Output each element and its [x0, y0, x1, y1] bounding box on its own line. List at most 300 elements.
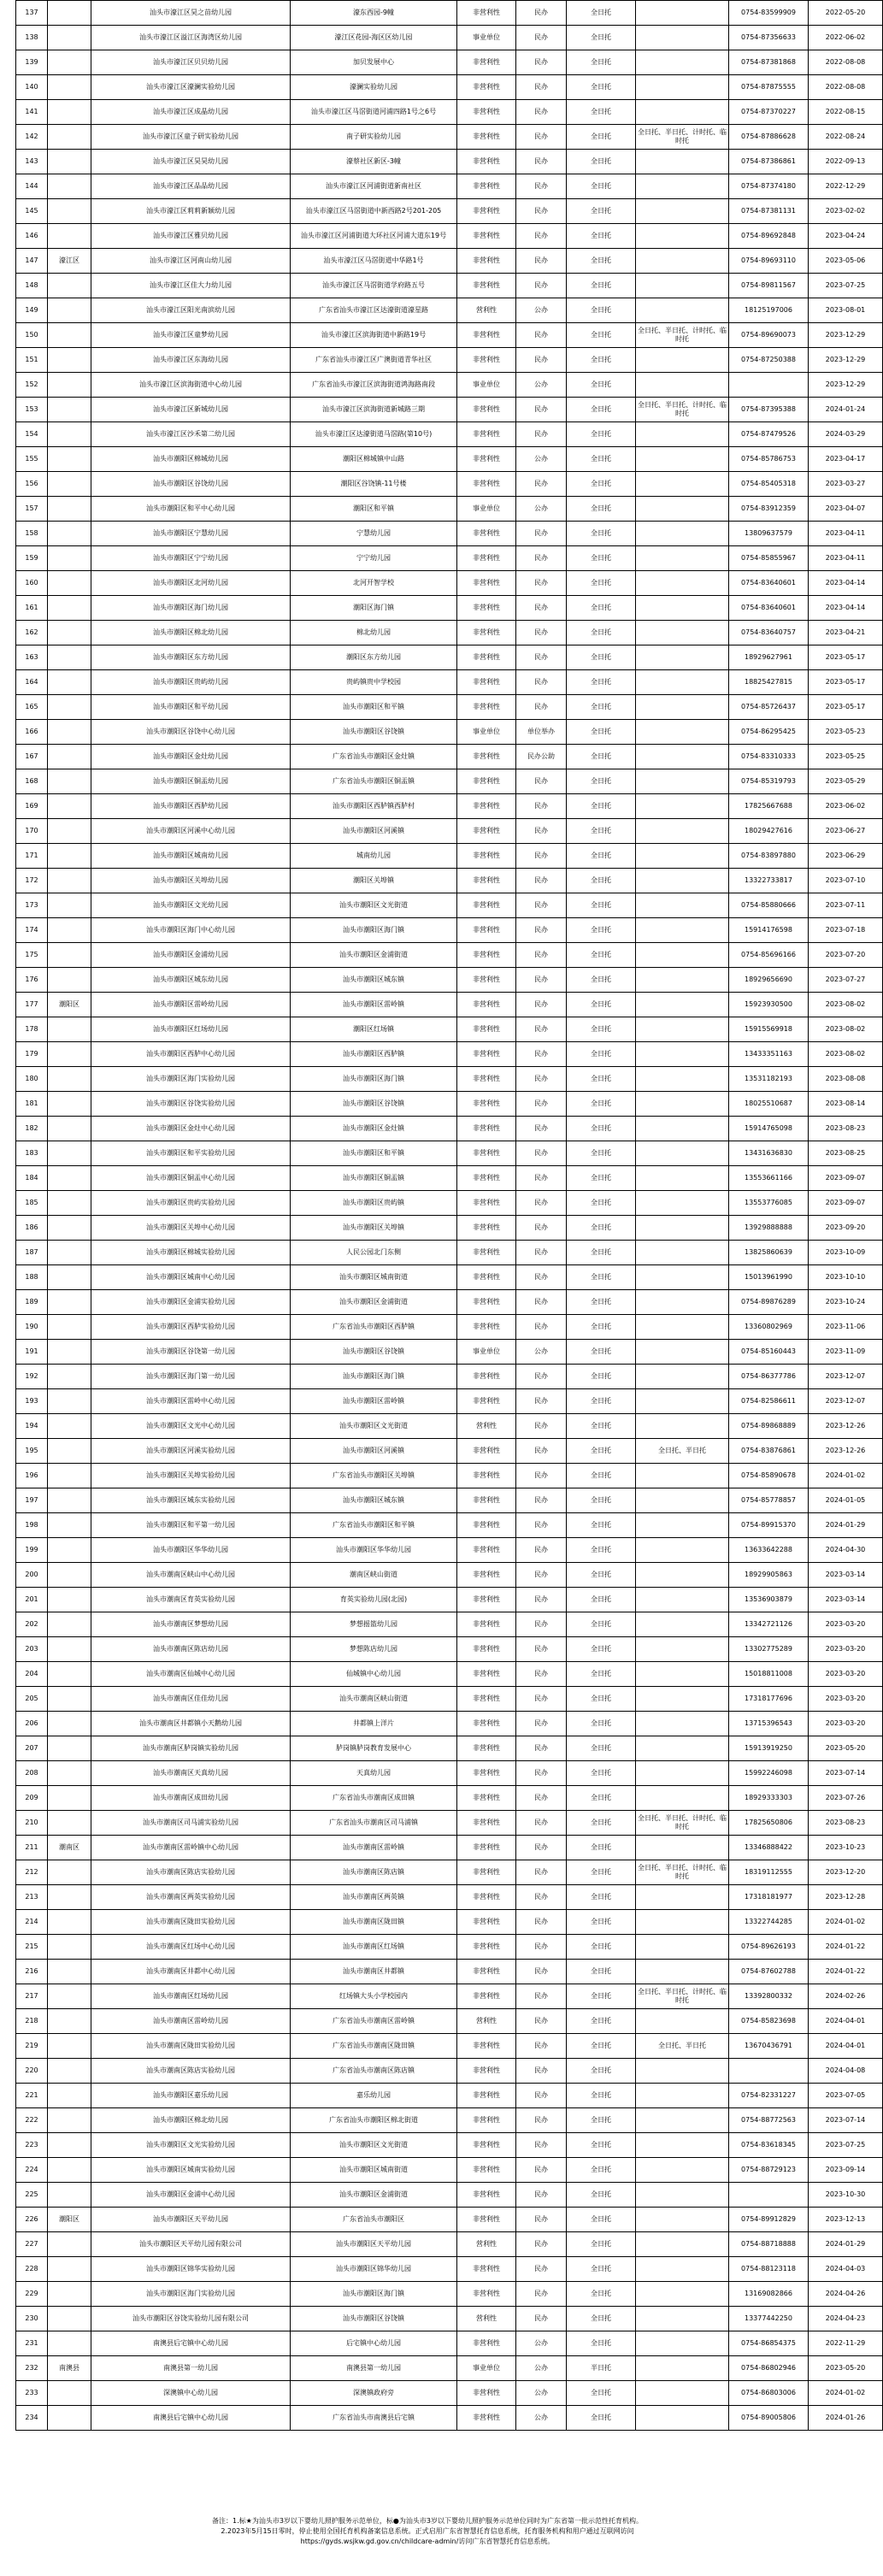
- care-mode-cell: [636, 1265, 729, 1290]
- address-cell: 汕头市潮阳区谷饶镇: [291, 1340, 457, 1365]
- record-date-cell: 2023-03-27: [809, 472, 883, 497]
- address-cell: 加贝发展中心: [291, 50, 457, 75]
- institution-name-cell: 汕头市潮阳区海门第一幼儿园: [91, 1365, 291, 1389]
- service-type-cell: 全日托: [567, 2034, 636, 2059]
- row-number-cell: 153: [16, 398, 48, 422]
- institution-name-cell: 汕头市潮阳区西胪实验幼儿园: [91, 1315, 291, 1340]
- record-date-cell: 2024-01-02: [809, 1910, 883, 1935]
- table-row: [16, 522, 883, 546]
- district-cell: [48, 323, 91, 348]
- table-row: [16, 1736, 883, 1761]
- org-type-cell: 民办: [516, 1885, 567, 1910]
- org-type-cell: 民办: [516, 1414, 567, 1439]
- address-cell: 汕头市潮阳区金灶镇: [291, 1117, 457, 1141]
- service-type-cell: 全日托: [567, 298, 636, 323]
- phone-cell: 0754-87395388: [729, 398, 809, 422]
- institution-name-cell: 汕头市濠江区童子研实验幼儿园: [91, 125, 291, 150]
- row-number-cell: 198: [16, 1513, 48, 1538]
- district-cell: [48, 1216, 91, 1241]
- district-cell: [48, 224, 91, 249]
- institution-name-cell: 汕头市潮阳区西胪中心幼儿园: [91, 1042, 291, 1067]
- phone-cell: 15013961990: [729, 1265, 809, 1290]
- address-cell: 汕头市潮南区峡山街道: [291, 1687, 457, 1712]
- record-date-cell: 2023-08-08: [809, 1067, 883, 1092]
- institution-name-cell: 汕头市潮阳区西胪幼儿园: [91, 794, 291, 819]
- district-cell: [48, 150, 91, 174]
- row-number-cell: 152: [16, 373, 48, 398]
- org-type-cell: 民办: [516, 968, 567, 993]
- nature-cell: 非营利性: [457, 323, 516, 348]
- address-cell: 汕头市潮南区陇田镇: [291, 1910, 457, 1935]
- institution-name-cell: 汕头市潮阳区海门实验幼儿园: [91, 2282, 291, 2307]
- district-cell: [48, 1191, 91, 1216]
- care-mode-cell: [636, 1736, 729, 1761]
- table-row: [16, 1464, 883, 1488]
- record-date-cell: 2023-12-26: [809, 1414, 883, 1439]
- institution-name-cell: 汕头市潮阳区谷饶第一幼儿园: [91, 1340, 291, 1365]
- table-row: [16, 2108, 883, 2133]
- service-type-cell: 全日托: [567, 670, 636, 695]
- service-type-cell: 全日托: [567, 918, 636, 943]
- institution-name-cell: 汕头市潮阳区金灶幼儿园: [91, 745, 291, 769]
- district-cell: [48, 670, 91, 695]
- care-mode-cell: [636, 968, 729, 993]
- phone-cell: 0754-86377786: [729, 1365, 809, 1389]
- service-type-cell: 全日托: [567, 893, 636, 918]
- row-number-cell: 215: [16, 1935, 48, 1960]
- address-cell: 宁慧幼儿园: [291, 522, 457, 546]
- row-number-cell: 176: [16, 968, 48, 993]
- care-mode-cell: [636, 1910, 729, 1935]
- address-cell: 濠蔡社区新区-3幢: [291, 150, 457, 174]
- institution-name-cell: 汕头市潮南区陈店实验幼儿园: [91, 1860, 291, 1885]
- district-cell: [48, 100, 91, 125]
- institution-name-cell: 汕头市潮阳区嘉乐幼儿园: [91, 2084, 291, 2108]
- institution-name-cell: 汕头市潮南区成田幼儿园: [91, 1786, 291, 1811]
- institution-name-cell: 汕头市潮南区红场幼儿园: [91, 1984, 291, 2009]
- district-cell: [48, 522, 91, 546]
- phone-cell: [729, 2183, 809, 2208]
- care-mode-cell: [636, 75, 729, 100]
- district-cell: [48, 1786, 91, 1811]
- institution-name-cell: 汕头市濠江区昊之苗幼儿园: [91, 1, 291, 26]
- phone-cell: 0754-85823698: [729, 2009, 809, 2034]
- org-type-cell: 民办: [516, 1067, 567, 1092]
- phone-cell: 13433351163: [729, 1042, 809, 1067]
- address-cell: 汕头市濠江区滨海街道中新路19号: [291, 323, 457, 348]
- service-type-cell: 全日托: [567, 1042, 636, 1067]
- service-type-cell: 全日托: [567, 1910, 636, 1935]
- district-cell: [48, 2034, 91, 2059]
- row-number-cell: 197: [16, 1488, 48, 1513]
- care-mode-cell: 全日托、半日托: [636, 1439, 729, 1464]
- org-type-cell: 民办: [516, 2257, 567, 2282]
- district-cell: [48, 2108, 91, 2133]
- care-mode-cell: [636, 224, 729, 249]
- address-cell: 嘉乐幼儿园: [291, 2084, 457, 2108]
- record-date-cell: 2023-07-05: [809, 2084, 883, 2108]
- record-date-cell: 2023-08-02: [809, 1042, 883, 1067]
- row-number-cell: 181: [16, 1092, 48, 1117]
- nature-cell: 非营利性: [457, 348, 516, 373]
- record-date-cell: 2023-03-20: [809, 1662, 883, 1687]
- nature-cell: 非营利性: [457, 1736, 516, 1761]
- nature-cell: 非营利性: [457, 249, 516, 274]
- district-cell: [48, 1141, 91, 1166]
- address-cell: 潮阳区红场镇: [291, 1017, 457, 1042]
- care-mode-cell: [636, 2009, 729, 2034]
- nature-cell: 非营利性: [457, 1538, 516, 1563]
- institution-name-cell: 汕头市潮阳区谷饶中心幼儿园: [91, 720, 291, 745]
- district-cell: [48, 844, 91, 869]
- table-row: [16, 546, 883, 571]
- care-mode-cell: [636, 1241, 729, 1265]
- phone-cell: 13431636830: [729, 1141, 809, 1166]
- org-type-cell: 民办: [516, 472, 567, 497]
- nature-cell: 非营利性: [457, 993, 516, 1017]
- row-number-cell: 173: [16, 893, 48, 918]
- nature-cell: 非营利性: [457, 571, 516, 596]
- care-mode-cell: [636, 819, 729, 844]
- table-row: [16, 819, 883, 844]
- phone-cell: 0754-89876289: [729, 1290, 809, 1315]
- record-date-cell: 2024-04-30: [809, 1538, 883, 1563]
- row-number-cell: 199: [16, 1538, 48, 1563]
- address-cell: 广东省汕头市潮南区陈店镇: [291, 2059, 457, 2084]
- address-cell: 棉北幼儿园: [291, 621, 457, 645]
- org-type-cell: 民办: [516, 1017, 567, 1042]
- record-date-cell: 2023-07-11: [809, 893, 883, 918]
- record-date-cell: 2024-04-03: [809, 2257, 883, 2282]
- phone-cell: 0754-85880666: [729, 893, 809, 918]
- table-row: [16, 596, 883, 621]
- phone-cell: 0754-83912359: [729, 497, 809, 522]
- row-number-cell: 170: [16, 819, 48, 844]
- care-mode-cell: [636, 298, 729, 323]
- institution-name-cell: 汕头市潮南区仙城中心幼儿园: [91, 1662, 291, 1687]
- care-mode-cell: [636, 695, 729, 720]
- row-number-cell: 212: [16, 1860, 48, 1885]
- phone-cell: 0754-89690073: [729, 323, 809, 348]
- table-row: [16, 2009, 883, 2034]
- institution-name-cell: 汕头市濠江区成晶幼儿园: [91, 100, 291, 125]
- institution-name-cell: 汕头市潮阳区河溪实验幼儿园: [91, 1439, 291, 1464]
- institution-name-cell: 汕头市潮阳区和平第一幼儿园: [91, 1513, 291, 1538]
- row-number-cell: 225: [16, 2183, 48, 2208]
- institution-name-cell: 汕头市潮阳区东方幼儿园: [91, 645, 291, 670]
- table-row: [16, 174, 883, 199]
- service-type-cell: 全日托: [567, 1340, 636, 1365]
- care-mode-cell: [636, 1786, 729, 1811]
- service-type-cell: 全日托: [567, 75, 636, 100]
- address-cell: 汕头市潮阳区锦华幼儿园: [291, 2257, 457, 2282]
- phone-cell: 13342721126: [729, 1612, 809, 1637]
- care-mode-cell: [636, 1, 729, 26]
- phone-cell: 0754-87374180: [729, 174, 809, 199]
- row-number-cell: 155: [16, 447, 48, 472]
- table-row: [16, 1935, 883, 1960]
- org-type-cell: 民办: [516, 571, 567, 596]
- district-cell: [48, 596, 91, 621]
- org-type-cell: 民办: [516, 869, 567, 893]
- institution-name-cell: 汕头市潮南区司马浦实验幼儿园: [91, 1811, 291, 1836]
- row-number-cell: 149: [16, 298, 48, 323]
- service-type-cell: 全日托: [567, 1216, 636, 1241]
- record-date-cell: 2023-08-23: [809, 1117, 883, 1141]
- institution-name-cell: 汕头市濠江区莉莉新颖幼儿园: [91, 199, 291, 224]
- care-mode-cell: [636, 174, 729, 199]
- service-type-cell: 全日托: [567, 745, 636, 769]
- nature-cell: 非营利性: [457, 819, 516, 844]
- table-row: [16, 1563, 883, 1588]
- service-type-cell: 全日托: [567, 1488, 636, 1513]
- record-date-cell: 2024-04-08: [809, 2059, 883, 2084]
- service-type-cell: 全日托: [567, 1761, 636, 1786]
- phone-cell: 0754-87381868: [729, 50, 809, 75]
- district-cell: [48, 2084, 91, 2108]
- org-type-cell: 民办: [516, 1290, 567, 1315]
- care-mode-cell: [636, 2331, 729, 2356]
- record-date-cell: 2024-04-23: [809, 2307, 883, 2331]
- institution-name-cell: 汕头市潮阳区关埠中心幼儿园: [91, 1216, 291, 1241]
- record-date-cell: 2023-03-14: [809, 1563, 883, 1588]
- care-mode-cell: [636, 596, 729, 621]
- service-type-cell: 全日托: [567, 571, 636, 596]
- address-cell: 濠东西园-9幢: [291, 1, 457, 26]
- nature-cell: 非营利性: [457, 2257, 516, 2282]
- address-cell: 汕头市潮阳区文光街道: [291, 1414, 457, 1439]
- table-row: [16, 1365, 883, 1389]
- record-date-cell: 2023-08-25: [809, 1141, 883, 1166]
- nature-cell: 非营利性: [457, 1439, 516, 1464]
- record-date-cell: 2022-12-29: [809, 174, 883, 199]
- institution-name-cell: 汕头市潮阳区河溪中心幼儿园: [91, 819, 291, 844]
- record-date-cell: 2023-05-20: [809, 2356, 883, 2381]
- phone-cell: 15992246098: [729, 1761, 809, 1786]
- address-cell: 广东省汕头市南澳县后宅镇: [291, 2406, 457, 2431]
- record-date-cell: 2023-10-09: [809, 1241, 883, 1265]
- row-number-cell: 177: [16, 993, 48, 1017]
- row-number-cell: 164: [16, 670, 48, 695]
- institution-name-cell: 汕头市潮阳区金浦实验幼儿园: [91, 1290, 291, 1315]
- service-type-cell: 全日托: [567, 1860, 636, 1885]
- org-type-cell: 民办: [516, 2183, 567, 2208]
- row-number-cell: 226: [16, 2208, 48, 2232]
- row-number-cell: 183: [16, 1141, 48, 1166]
- row-number-cell: 188: [16, 1265, 48, 1290]
- address-cell: 潮阳区海门镇: [291, 596, 457, 621]
- care-mode-cell: [636, 1588, 729, 1612]
- district-cell: [48, 546, 91, 571]
- row-number-cell: 206: [16, 1712, 48, 1736]
- org-type-cell: 公办: [516, 2381, 567, 2406]
- nature-cell: 事业单位: [457, 26, 516, 50]
- phone-cell: 0754-89811567: [729, 274, 809, 298]
- record-date-cell: 2023-12-20: [809, 1860, 883, 1885]
- service-type-cell: 全日托: [567, 1811, 636, 1836]
- org-type-cell: 民办: [516, 1117, 567, 1141]
- service-type-cell: 全日托: [567, 2133, 636, 2158]
- nature-cell: 非营利性: [457, 968, 516, 993]
- address-cell: 汕头市濠江区马滘街道河浦四路1号之6号: [291, 100, 457, 125]
- care-mode-cell: 全日托、半日托、计时托、临时托: [636, 398, 729, 422]
- address-cell: 深澳镇政府旁: [291, 2381, 457, 2406]
- org-type-cell: 民办: [516, 2232, 567, 2257]
- phone-cell: 13825860639: [729, 1241, 809, 1265]
- phone-cell: 0754-86802946: [729, 2356, 809, 2381]
- org-type-cell: 民办: [516, 2307, 567, 2331]
- service-type-cell: 全日托: [567, 1885, 636, 1910]
- service-type-cell: 全日托: [567, 1786, 636, 1811]
- phone-cell: 0754-89912829: [729, 2208, 809, 2232]
- institution-name-cell: 汕头市濠江区佳大力幼儿园: [91, 274, 291, 298]
- org-type-cell: 民办: [516, 224, 567, 249]
- district-cell: [48, 1860, 91, 1885]
- nature-cell: 营利性: [457, 2232, 516, 2257]
- district-cell: 潮阳区: [48, 2208, 91, 2232]
- nature-cell: 非营利性: [457, 1042, 516, 1067]
- address-cell: 汕头市潮阳区西胪镇: [291, 1042, 457, 1067]
- service-type-cell: 全日托: [567, 1984, 636, 2009]
- institution-name-cell: 汕头市潮阳区海门幼儿园: [91, 596, 291, 621]
- table-row: [16, 1761, 883, 1786]
- district-cell: [48, 2406, 91, 2431]
- table-row: [16, 1885, 883, 1910]
- address-cell: 潮阳区谷饶镇-11号楼: [291, 472, 457, 497]
- institution-name-cell: 汕头市濠江区雅贝幼儿园: [91, 224, 291, 249]
- table-row: [16, 918, 883, 943]
- service-type-cell: 全日托: [567, 1191, 636, 1216]
- care-mode-cell: [636, 2356, 729, 2381]
- org-type-cell: 民办: [516, 1712, 567, 1736]
- row-number-cell: 216: [16, 1960, 48, 1984]
- org-type-cell: 民办: [516, 1563, 567, 1588]
- nature-cell: 营利性: [457, 2009, 516, 2034]
- org-type-cell: 民办: [516, 943, 567, 968]
- care-mode-cell: [636, 571, 729, 596]
- care-mode-cell: [636, 1340, 729, 1365]
- phone-cell: 18929905863: [729, 1563, 809, 1588]
- nature-cell: 事业单位: [457, 497, 516, 522]
- address-cell: 汕头市潮阳区关埠镇: [291, 1216, 457, 1241]
- phone-cell: 0754-86803006: [729, 2381, 809, 2406]
- institution-name-cell: 汕头市潮阳区金浦幼儿园: [91, 943, 291, 968]
- address-cell: 广东省汕头市濠江区达濠街道濠星路: [291, 298, 457, 323]
- row-number-cell: 217: [16, 1984, 48, 2009]
- care-mode-cell: [636, 1117, 729, 1141]
- record-date-cell: 2024-01-24: [809, 398, 883, 422]
- institution-name-cell: 汕头市潮南区陇田实验幼儿园: [91, 1910, 291, 1935]
- care-mode-cell: 全日托、半日托、计时托、临时托: [636, 1984, 729, 2009]
- nature-cell: 非营利性: [457, 100, 516, 125]
- record-date-cell: 2022-08-08: [809, 75, 883, 100]
- care-mode-cell: [636, 1836, 729, 1860]
- institution-name-cell: 汕头市潮阳区和平中心幼儿园: [91, 497, 291, 522]
- org-type-cell: 民办: [516, 1464, 567, 1488]
- address-cell: 汕头市潮南区陈店镇: [291, 1860, 457, 1885]
- service-type-cell: 全日托: [567, 2084, 636, 2108]
- table-row: [16, 769, 883, 794]
- nature-cell: 非营利性: [457, 596, 516, 621]
- row-number-cell: 218: [16, 2009, 48, 2034]
- service-type-cell: 半日托: [567, 2356, 636, 2381]
- org-type-cell: 单位举办: [516, 720, 567, 745]
- phone-cell: 13322733817: [729, 869, 809, 893]
- care-mode-cell: [636, 2133, 729, 2158]
- care-mode-cell: [636, 993, 729, 1017]
- service-type-cell: 全日托: [567, 769, 636, 794]
- address-cell: 潮阳区东方幼儿园: [291, 645, 457, 670]
- phone-cell: 15914176598: [729, 918, 809, 943]
- service-type-cell: 全日托: [567, 447, 636, 472]
- district-cell: [48, 373, 91, 398]
- institution-name-cell: 汕头市潮阳区铜盂幼儿园: [91, 769, 291, 794]
- org-type-cell: 公办: [516, 2406, 567, 2431]
- address-cell: 潮阳区棉城镇中山路: [291, 447, 457, 472]
- service-type-cell: 全日托: [567, 199, 636, 224]
- service-type-cell: 全日托: [567, 869, 636, 893]
- nature-cell: 非营利性: [457, 1588, 516, 1612]
- record-date-cell: 2023-06-29: [809, 844, 883, 869]
- phone-cell: 0754-88718888: [729, 2232, 809, 2257]
- table-row: [16, 323, 883, 348]
- phone-cell: 13633642288: [729, 1538, 809, 1563]
- row-number-cell: 138: [16, 26, 48, 50]
- phone-cell: 0754-85696166: [729, 943, 809, 968]
- care-mode-cell: [636, 943, 729, 968]
- service-type-cell: 全日托: [567, 2381, 636, 2406]
- table-row: [16, 745, 883, 769]
- district-cell: [48, 1389, 91, 1414]
- address-cell: 天真幼儿园: [291, 1761, 457, 1786]
- row-number-cell: 228: [16, 2257, 48, 2282]
- institution-name-cell: 汕头市潮阳区棉北幼儿园: [91, 621, 291, 645]
- district-cell: [48, 2331, 91, 2356]
- nature-cell: 非营利性: [457, 199, 516, 224]
- row-number-cell: 180: [16, 1067, 48, 1092]
- nature-cell: 事业单位: [457, 720, 516, 745]
- district-cell: [48, 1563, 91, 1588]
- phone-cell: 18929656690: [729, 968, 809, 993]
- nature-cell: 非营利性: [457, 1885, 516, 1910]
- org-type-cell: 民办: [516, 274, 567, 298]
- address-cell: 南子研实验幼儿园: [291, 125, 457, 150]
- nature-cell: 非营利性: [457, 794, 516, 819]
- record-date-cell: 2023-12-07: [809, 1365, 883, 1389]
- record-date-cell: 2023-08-14: [809, 1092, 883, 1117]
- table-row: [16, 2257, 883, 2282]
- service-type-cell: 全日托: [567, 150, 636, 174]
- row-number-cell: 189: [16, 1290, 48, 1315]
- table-row: [16, 1117, 883, 1141]
- nature-cell: 非营利性: [457, 1761, 516, 1786]
- row-number-cell: 140: [16, 75, 48, 100]
- service-type-cell: 全日托: [567, 1687, 636, 1712]
- phone-cell: 0754-87381131: [729, 199, 809, 224]
- care-mode-cell: 全日托、半日托、计时托、临时托: [636, 125, 729, 150]
- phone-cell: 0754-86854375: [729, 2331, 809, 2356]
- row-number-cell: 223: [16, 2133, 48, 2158]
- address-cell: 井都镇上洋片: [291, 1712, 457, 1736]
- district-cell: [48, 893, 91, 918]
- row-number-cell: 214: [16, 1910, 48, 1935]
- institution-name-cell: 汕头市潮阳区城南中心幼儿园: [91, 1265, 291, 1290]
- address-cell: 汕头市潮阳区和平镇: [291, 695, 457, 720]
- institution-name-cell: 汕头市潮南区雷岭镇中心幼儿园: [91, 1836, 291, 1860]
- institution-name-cell: 汕头市潮南区雷岭幼儿园: [91, 2009, 291, 2034]
- address-cell: 汕头市潮阳区海门镇: [291, 1067, 457, 1092]
- table-row: [16, 1488, 883, 1513]
